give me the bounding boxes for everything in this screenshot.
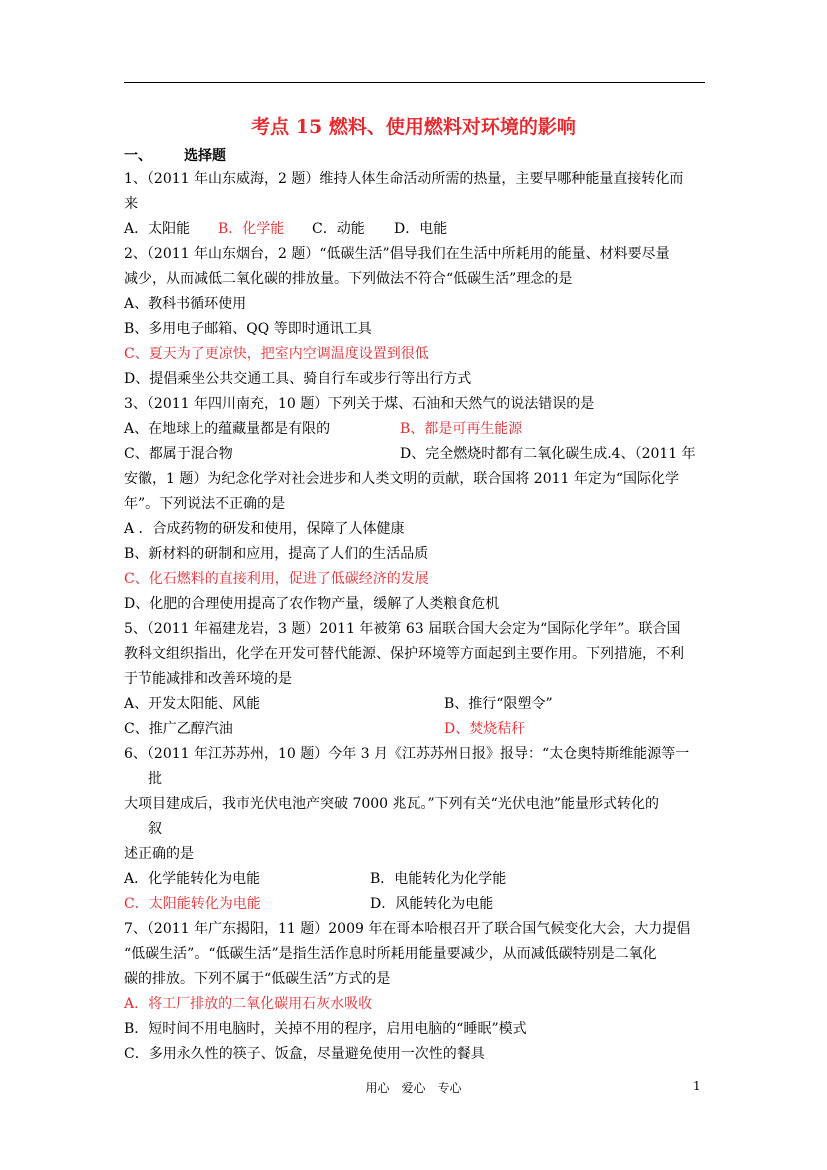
q5-option-b: B、推行“限塑令”	[444, 696, 553, 712]
q1-options	[124, 217, 709, 242]
q6-stem-3: 大项目建成后，我市光伏电池产突破 7000 兆瓦。”下列有关“光伏电池”能量形式转化的	[124, 796, 659, 812]
q3-options-cd	[124, 442, 709, 467]
q5-stem-1: 5、（2011 年福建龙岩，3 题）2011 年被第 63 届联合国大会定为“国际化学年”。联合国	[124, 621, 681, 637]
q1-option-b: B．化学能	[218, 221, 285, 237]
q2-stem-1: 2、（2011 年山东烟台，2 题）“低碳生活”倡导我们在生活中所耗用的能量、材料要尽量	[124, 246, 670, 262]
q4-stem-2: 年”。下列说法不正确的是	[124, 496, 286, 512]
q1-option-d: D．电能	[394, 221, 448, 237]
q4-stem-1: 安徽，1 题）为纪念化学对社会进步和人类文明的贡献，联合国将 2011 年定为“国际化学	[124, 471, 680, 487]
q2-option-c: C、夏天为了更凉快，把室内空调温度设置到很低	[124, 346, 429, 362]
questions	[124, 167, 709, 1067]
q3-option-a: A、在地球上的蕴藏量都是有限的	[124, 421, 331, 437]
q2-option-a: A、教科书循环使用	[124, 296, 247, 312]
q7-stem-1: 7、（2011 年广东揭阳，11 题）2009 年在哥本哈根召开了联合国气候变化大会，大力提倡	[124, 921, 691, 937]
q6-options-ab	[124, 867, 709, 892]
q6-option-a: A．化学能转化为电能	[124, 871, 261, 887]
page-number: 1	[693, 1079, 701, 1093]
q5-stem-2: 教科文组织指出，化学在开发可替代能源、保护环境等方面起到主要作用。下列措施，不利	[124, 646, 684, 662]
q6-stem-5: 述正确的是	[124, 846, 194, 862]
q1-stem-2: 来	[124, 196, 138, 212]
q7-stem-3: 碳的排放。下列不属于“低碳生活”方式的是	[124, 971, 391, 987]
q1-stem-1: 1、（2011 年山东威海，2 题）维持人体生命活动所需的热量，主要早哪种能量直接转化而	[124, 171, 684, 187]
page-title: 考点 15 燃料、使用燃料对环境的影响	[251, 116, 576, 138]
q2-option-b: B、多用电子邮箱、QQ 等即时通讯工具	[124, 321, 372, 337]
q6-options-cd	[124, 892, 709, 917]
q6-option-c: C．太阳能转化为电能	[124, 896, 261, 912]
section-number: 一、	[124, 148, 152, 164]
header-rule	[124, 82, 705, 83]
q7-option-a: A．将工厂排放的二氧化碳用石灰水吸收	[124, 996, 373, 1012]
q2-option-d: D、提倡乘坐公共交通工具、骑自行车或步行等出行方式	[124, 371, 472, 387]
q5-options-cd	[124, 717, 709, 742]
section-heading	[124, 145, 226, 165]
q6-stem-1: 6、（2011 年江苏苏州，10 题）今年 3 月《江苏苏州日报》报导：“太仓奥特斯维能源等一	[124, 746, 690, 762]
q6-option-d: D．风能转化为电能	[370, 896, 494, 912]
q5-option-c: C、推广乙醇汽油	[124, 721, 233, 737]
q3-option-b: B、都是可再生能源	[400, 421, 523, 437]
q6-option-b: B．电能转化为化学能	[370, 871, 507, 887]
q7-option-b: B．短时间不用电脑时，关掉不用的程序，启用电脑的“睡眠”模式	[124, 1021, 527, 1037]
q3-stem-1: 3、（2011 年四川南充，10 题）下列关于煤、石油和天然气的说法错误的是	[124, 396, 595, 412]
q5-options-ab	[124, 692, 709, 717]
q1-option-a: A．太阳能	[124, 221, 191, 237]
page-footer: 用心 爱心 专心	[365, 1081, 462, 1095]
q4-option-c: C、化石燃料的直接利用，促进了低碳经济的发展	[124, 571, 429, 587]
q5-option-a: A、开发太阳能、风能	[124, 696, 261, 712]
q7-stem-2: “低碳生活”。“低碳生活”是指生活作息时所耗用能量要减少，从而减低碳特别是二氧化	[124, 946, 657, 962]
q5-stem-3: 于节能减排和改善环境的是	[124, 671, 292, 687]
q4-option-a: A ．合成药物的研发和使用，保障了人体健康	[124, 521, 405, 537]
q3-option-d: D、完全燃烧时都有二氧化碳生成.4、（2011 年	[400, 446, 696, 462]
q7-option-c: C．多用永久性的筷子、饭盒，尽量避免使用一次性的餐具	[124, 1046, 485, 1062]
q2-stem-2: 减少，从而减低二氧化碳的排放量。下列做法不符合“低碳生活”理念的是	[124, 271, 573, 287]
section-label: 选择题	[184, 148, 226, 164]
q6-stem-4: 叙	[148, 821, 162, 837]
q1-option-c: C．动能	[312, 221, 365, 237]
q4-option-d: D、化肥的合理使用提高了农作物产量，缓解了人类粮食危机	[124, 596, 500, 612]
q4-option-b: B、新材料的研制和应用，提高了人们的生活品质	[124, 546, 429, 562]
q5-option-d: D、焚烧秸秆	[444, 721, 526, 737]
q3-option-c: C、都属于混合物	[124, 446, 233, 462]
q6-stem-2: 批	[148, 771, 162, 787]
q3-options-ab	[124, 417, 709, 442]
